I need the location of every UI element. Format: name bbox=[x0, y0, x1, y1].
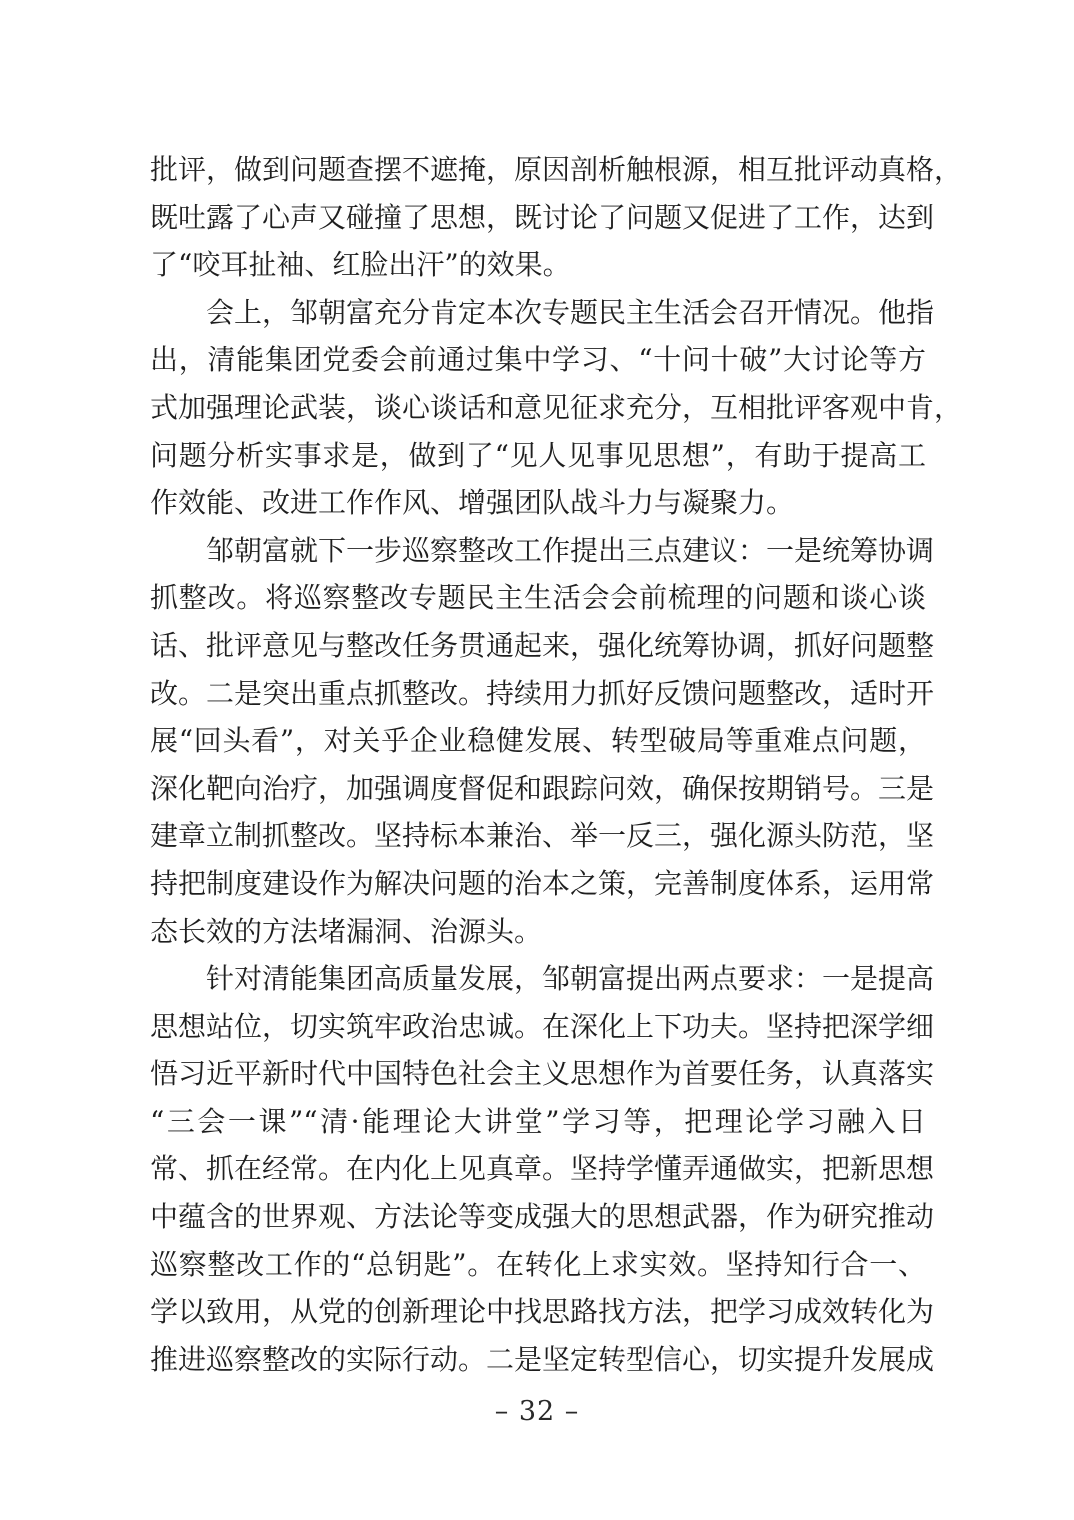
text-line: 既吐露了心声又碰撞了思想，既讨论了问题又促进了工作，达到 bbox=[150, 200, 935, 234]
text-line: 邹朝富就下一步巡察整改工作提出三点建议：一是统筹协调 bbox=[206, 533, 935, 567]
text-line: 深化靶向治疗，加强调度督促和跟踪问效，确保按期销号。三是 bbox=[150, 771, 935, 805]
text-line: “三会一课”“清·能理论大讲堂”学习等，把理论学习融入日 bbox=[150, 1104, 926, 1138]
text-line: 中蕴含的世界观、方法论等变成强大的思想武器，作为研究推动 bbox=[150, 1200, 935, 1234]
text-line: 作效能、改进工作作风、增强团队战斗力与凝聚力。 bbox=[150, 486, 795, 520]
text-line: 推进巡察整改的实际行动。二是坚定转型信心，切实提升发展成 bbox=[150, 1342, 935, 1376]
document-body bbox=[150, 146, 963, 1383]
text-line: 态长效的方法堵漏洞、治源头。 bbox=[150, 914, 543, 948]
text-line: 巡察整改工作的“总钥匙”。在转化上求实效。坚持知行合一、 bbox=[150, 1247, 926, 1281]
text-line: 学以致用，从党的创新理论中找思路找方法，把学习成效转化为 bbox=[150, 1295, 935, 1329]
text-line: 式加强理论武装，谈心谈话和意见征求充分，互相批评客观中肯， bbox=[150, 390, 963, 424]
text-line: 建章立制抓整改。坚持标本兼治、举一反三，强化源头防范，坚 bbox=[150, 819, 935, 853]
text-line: 展“回头看”，对关乎企业稳健发展、转型破局等重难点问题， bbox=[150, 724, 926, 758]
text-line: 出，清能集团党委会前通过集中学习、“十问十破”大讨论等方 bbox=[150, 343, 926, 377]
text-line: 抓整改。将巡察整改专题民主生活会会前梳理的问题和谈心谈 bbox=[150, 581, 926, 615]
text-line: 常、抓在经常。在内化上见真章。坚持学懂弄通做实，把新思想 bbox=[150, 1152, 935, 1186]
text-line: 话、批评意见与整改任务贯通起来，强化统筹协调，抓好问题整 bbox=[150, 628, 935, 662]
text-line: 批评，做到问题查摆不遮掩，原因剖析触根源，相互批评动真格， bbox=[150, 153, 963, 186]
text-line: 思想站位，切实筑牢政治忠诚。在深化上下功夫。坚持把深学细 bbox=[150, 1009, 935, 1043]
text-line: 持把制度建设作为解决问题的治本之策，完善制度体系，运用常 bbox=[150, 866, 935, 900]
text-line: 改。二是突出重点抓整改。持续用力抓好反馈问题整改，适时开 bbox=[150, 676, 935, 710]
text-line: 针对清能集团高质量发展，邹朝富提出两点要求：一是提高 bbox=[206, 962, 935, 996]
text-line: 了“咬耳扯袖、红脸出汗”的效果。 bbox=[150, 248, 571, 282]
page-number: – 32 – bbox=[494, 1396, 580, 1427]
text-line: 悟习近平新时代中国特色社会主义思想作为首要任务，认真落实 bbox=[150, 1057, 935, 1091]
text-line: 问题分析实事求是，做到了“见人见事见思想”，有助于提高工 bbox=[150, 438, 926, 472]
text-line: 会上，邹朝富充分肯定本次专题民主生活会召开情况。他指 bbox=[206, 295, 935, 329]
